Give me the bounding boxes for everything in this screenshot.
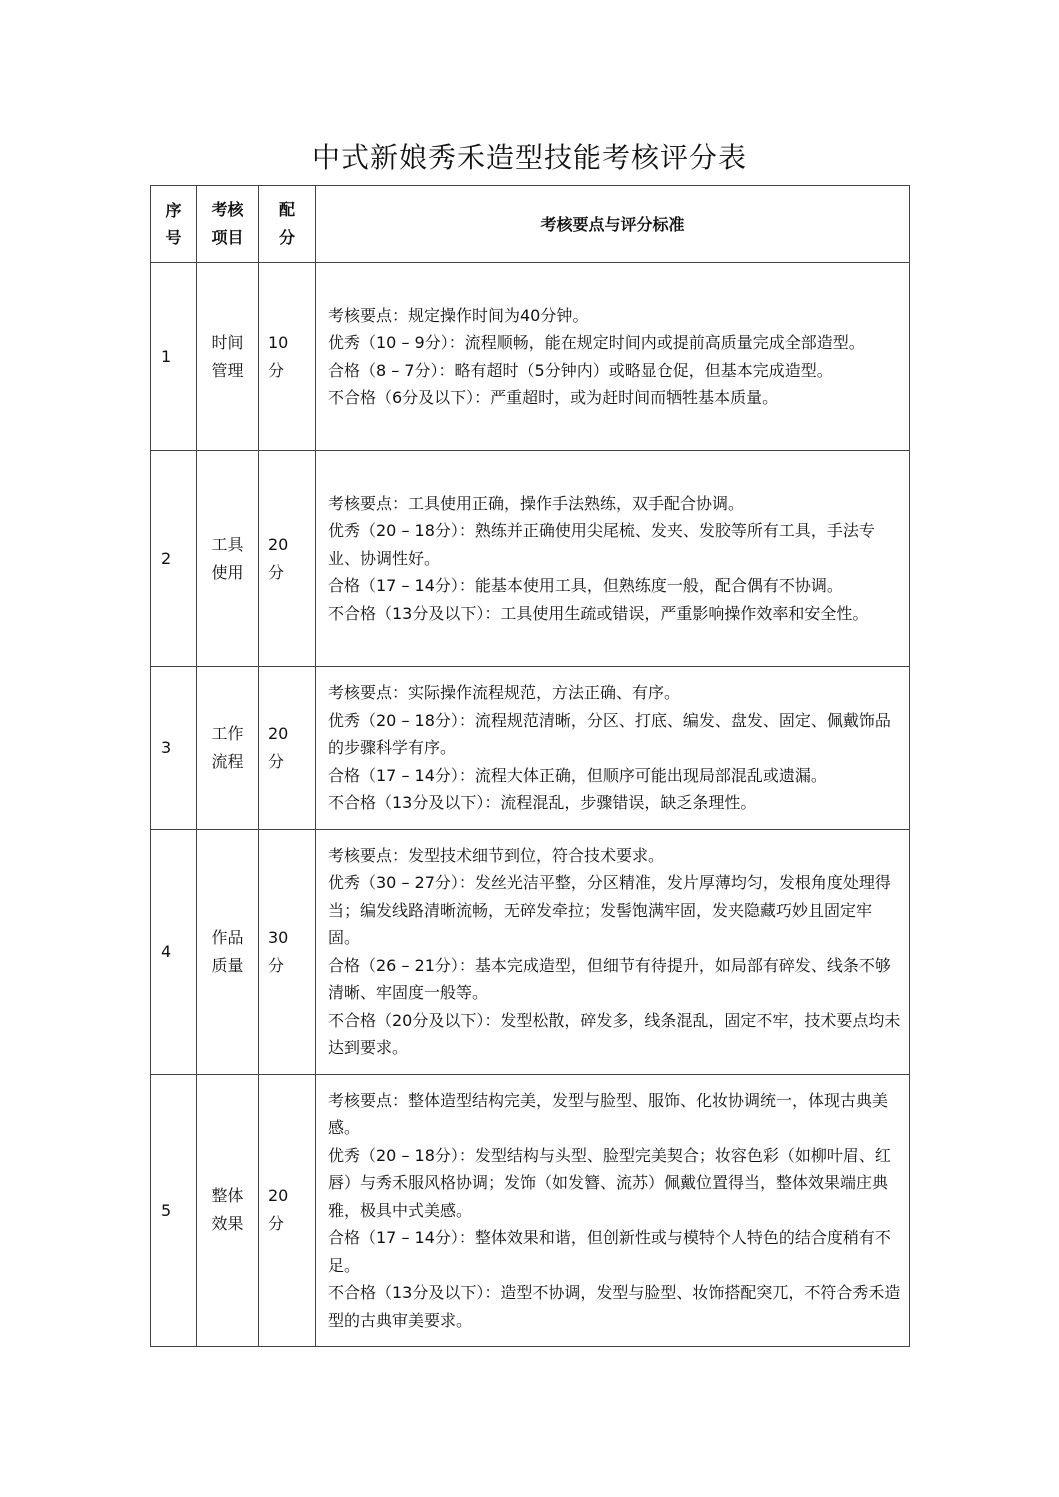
- row-criteria: [316, 263, 910, 451]
- criteria-line: 不合格（13分及以下）：工具使用生疏或错误，严重影响操作效率和安全性。: [328, 603, 869, 623]
- header-item-line: 考核: [211, 200, 244, 219]
- criteria-line: 合格（8 – 7分）：略有超时（5分钟内）或略显仓促，但基本完成造型。: [328, 360, 833, 380]
- row-item-line: 质量: [211, 955, 244, 975]
- criteria-line: 不合格（13分及以下）：流程混乱，步骤错误，缺乏条理性。: [328, 793, 757, 812]
- criteria-line: 不合格（6分及以下）：严重超时，或为赶时间而牺牲基本质量。: [328, 388, 779, 407]
- row-criteria: [316, 667, 910, 830]
- criteria-line: 考核要点：实际操作流程规范，方法正确、有序。: [328, 683, 681, 702]
- criteria-line: 合格（26 – 21分）：基本完成造型，但细节有待提升，如局部有碎发、线条不够清晰、牢固度一般等。: [328, 955, 891, 1002]
- header-no: [151, 186, 197, 263]
- table-header-row: [151, 186, 910, 263]
- criteria-line: 合格（17 – 14分）：能基本使用工具，但熟练度一般，配合偶有不协调。: [328, 576, 843, 596]
- row-criteria: [316, 451, 910, 667]
- row-score-line: 分: [268, 751, 285, 771]
- criteria-line: 不合格（20分及以下）：发型松散，碎发多，线条混乱，固定不牢，技术要点均未达到要求。: [328, 1010, 901, 1057]
- row-criteria: [316, 1074, 910, 1347]
- table-row: [151, 451, 910, 667]
- row-number: 3: [151, 667, 197, 830]
- table-row: [151, 263, 910, 451]
- criteria-line: 合格（17 – 14分）：整体效果和谐，但创新性或与模特个人特色的结合度稍有不足。: [328, 1228, 891, 1275]
- row-number: 2: [151, 451, 197, 667]
- table-row: [151, 829, 910, 1074]
- criteria-line: 不合格（13分及以下）：造型不协调，发型与脸型、妆饰搭配突兀，不符合秀禾造型的古典审美要求。: [328, 1283, 901, 1330]
- criteria-line: 考核要点：工具使用正确，操作手法熟练，双手配合协调。: [328, 493, 745, 513]
- row-score-line: 30: [268, 927, 289, 947]
- row-score-line: 分: [268, 1214, 285, 1234]
- row-item-line: 整体: [211, 1186, 244, 1206]
- row-score: [259, 263, 316, 451]
- criteria-line: 优秀（20 – 18分）：熟练并正确使用尖尾梳、发夹、发胶等所有工具，手法专业、协调性好。: [328, 521, 875, 568]
- row-item-line: 作品: [211, 927, 244, 947]
- row-item-line: 工具: [211, 534, 244, 554]
- row-item-line: 工作: [211, 723, 244, 743]
- row-item-line: 流程: [211, 751, 244, 771]
- row-item: [197, 667, 259, 830]
- row-number: 4: [151, 829, 197, 1074]
- row-score: [259, 667, 316, 830]
- criteria-line: 优秀（20 – 18分）：流程规范清晰，分区、打底、编发、盘发、固定、佩戴饰品的步骤科学有序。: [328, 710, 891, 757]
- row-number: 5: [151, 1074, 197, 1347]
- row-item: [197, 263, 259, 451]
- scoring-table: [150, 185, 910, 1347]
- row-score-line: 分: [268, 562, 285, 582]
- row-score: [259, 829, 316, 1074]
- header-no-line: 号: [165, 228, 182, 247]
- row-score-line: 20: [268, 1186, 289, 1206]
- row-score-line: 分: [268, 360, 285, 380]
- header-no-line: 序: [165, 201, 182, 220]
- row-score-line: 10: [268, 332, 289, 352]
- criteria-line: 考核要点：规定操作时间为40分钟。: [328, 305, 589, 325]
- header-score: [259, 186, 316, 263]
- row-score-line: 20: [268, 534, 289, 554]
- row-score: [259, 451, 316, 667]
- row-number: 1: [151, 263, 197, 451]
- header-criteria: 考核要点与评分标准: [316, 186, 910, 263]
- row-item-line: 效果: [211, 1214, 244, 1234]
- row-item-line: 时间: [211, 332, 244, 352]
- table-row: [151, 667, 910, 830]
- row-item-line: 使用: [211, 562, 244, 582]
- document-title: 中式新娘秀禾造型技能考核评分表: [311, 141, 747, 174]
- criteria-line: 优秀（20 – 18分）：发型结构与头型、脸型完美契合；妆容色彩（如柳叶眉、红唇）与秀禾服风格协调；发饰（如发簪、流苏）佩戴位置得当，整体效果端庄典雅，极具中式美感。: [328, 1145, 891, 1220]
- row-score-line: 分: [268, 955, 285, 975]
- row-score-line: 20: [268, 723, 289, 743]
- criteria-line: 考核要点：整体造型结构完美，发型与脸型、服饰、化妆协调统一，体现古典美感。: [328, 1090, 889, 1137]
- header-item: [197, 186, 259, 263]
- criteria-line: 优秀（30 – 27分）：发丝光洁平整，分区精准，发片厚薄均匀，发根角度处理得当；编发线路清晰流畅，无碎发牵拉；发髻饱满牢固，发夹隐藏巧妙且固定牢固。: [328, 873, 891, 947]
- criteria-line: 优秀（10 – 9分）：流程顺畅，能在规定时间内或提前高质量完成全部造型。: [328, 333, 865, 352]
- row-item: [197, 451, 259, 667]
- header-item-line: 项目: [211, 228, 244, 247]
- row-score: [259, 1074, 316, 1347]
- criteria-line: 考核要点：发型技术细节到位，符合技术要求。: [328, 845, 665, 865]
- header-score-line: 分: [278, 228, 295, 247]
- header-score-line: 配: [278, 200, 295, 219]
- table-row: [151, 1074, 910, 1347]
- row-criteria: [316, 829, 910, 1074]
- criteria-line: 合格（17 – 14分）：流程大体正确，但顺序可能出现局部混乱或遗漏。: [328, 765, 827, 785]
- row-item: [197, 1074, 259, 1347]
- row-item-line: 管理: [211, 360, 244, 380]
- row-item: [197, 829, 259, 1074]
